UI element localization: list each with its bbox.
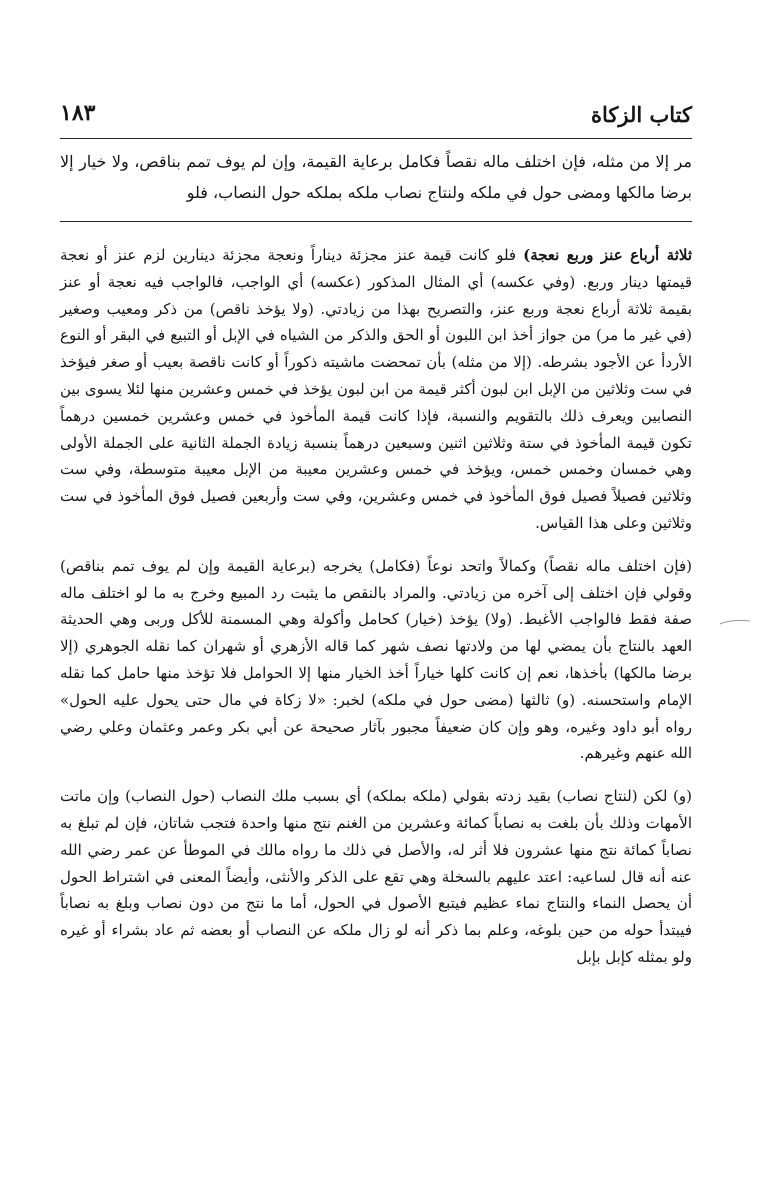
- commentary-text: (فإن اختلف ماله نقصاً) وكمالاً واتحد نوعاً (فكامل) يخرجه (برعاية القيمة وإن لم يوف تمم بناقص) وقولي فإن اختلف إلى آخره من زيادتي. والمراد بالنقص ما يثبت رد المبيع وخرج به ما لو اختلف ماله صفة فقط فالواجب الأغبط. (ولا) يؤخذ (خيار) كحامل وأكولة وهي المسمنة للأكل وربى وهي الحديثة العهد بالنتاج بأن يمضي لها من ولادتها نصف شهر كما قاله الأزهري أو شهران كما نقله الجوهري (إلا برضا مالكها) بأخذها، نعم إن كانت كلها خياراً أخذ الخيار منها إلا الحوامل فلا تؤخذ منها حامل كما نقله الإمام واستحسنه. (و) ثالثها (مضى حول في ملكه) لخبر: «لا زكاة في مال حتى يحول عليه الحول» رواه أبو داود وغيره، وهو وإن كان ضعيفاً مجبور بآثار صحيحة عن أبي بكر وعمر وعثمان وعلي رضي الله عنهم وغيرهم.: [60, 556, 692, 763]
- page-number: ١٨٣: [60, 100, 96, 126]
- running-header: [60, 98, 692, 139]
- commentary-paragraph: [60, 242, 692, 537]
- commentary-paragraph: [60, 553, 692, 767]
- commentary: [60, 242, 692, 987]
- text-divider: [60, 221, 692, 222]
- commentary-lemma: ثلاثة أرباع عنز وربع نعجة): [523, 246, 692, 264]
- chapter-title: كتاب الزكاة: [590, 102, 692, 127]
- main-text-paragraph: مر إلا من مثله، فإن اختلف ماله نقصاً فكامل برعاية القيمة، وإن لم يوف تمم بناقص، ولا خيار إلا برضا مالكها ومضى حول في ملكه ولنتاج نصاب ملكه بملكه حول النصاب، فلو: [60, 152, 693, 202]
- commentary-text: (و) لكن (لنتاج نصاب) بقيد زدته بقولي (ملكه بملكه) أي بسبب ملك النصاب (حول النصاب) وإن ماتت الأمهات وذلك بأن بلغت به نصاباً كمائة وعشرين من الغنم نتج منها واحدة فتجب شاتان، فإن لم تبلغ به نصاباً كمائة نتج منها عشرون فلا أثر له، والأصل في ذلك ما رواه مالك في الموطأ عن عمر رضي الله عنه أنه قال لساعيه: اعتد عليهم بالسخلة وهي تقع على الذكر والأنثى، وأيضاً المعنى في اشتراط الحول أن يحصل النماء والنتاج نماء عظيم فيتبع الأصول في الحول، أما ما نتج من دون نصاب وبلغ به نصاباً فيبتدأ حوله من حين بلوغه، وعلم بما ذكر أنه لو زال ملكه عن النصاب أو بعضه ثم عاد بشراء أو غيره ولو بمثله كإبل بإبل: [60, 787, 692, 966]
- commentary-text: فلو كانت قيمة عنز مجزئة ديناراً ونعجة مجزئة دينارين لزم عنز أو نعجة قيمتها دينار وربع. (وفي عكسه) أي المثال المذكور (عكسه) أي الواجب، فالواجب فيه نعجة أو عنز بقيمة ثلاثة أرباع نعجة وربع عنز، والتصريح بهذا من زيادتي. (ولا يؤخذ ناقص) من ذكر ومعيب وصغير (في غير ما مر) من جواز أخذ ابن اللبون أو الحق والذكر من الشياه في الإبل أو التبيع في البقر أو النوع الأردأ عن الأجود بشرطه. (إلا من مثله) بأن تمحضت ماشيته ذكوراً أو كانت ناقصة بعيب أو صغر فيؤخذ في ست وثلاثين من الإبل ابن لبون أكثر قيمة من ابن لبون يؤخذ في خمس وعشرين منها لئلا يسوى بين النصابين ويعرف ذلك بالتقويم والنسبة، فإذا كانت قيمة المأخوذ في خمس وعشرين خمسين درهماً تكون قيمة المأخوذ في ستة وثلاثين اثنين وسبعين درهماً بنسبة زيادة الجملة الثانية على الجملة الأولى وهي خمسان وخمس خمس، ويؤخذ في خمس وعشرين معيبة من الإبل معيبة متوسطة، وفي ست وثلاثين فصيلاً فصيل فوق المأخوذ في خمس وعشرين، وفي ست وأربعين فصيل فوق المأخوذ في ست وثلاثين وعلى هذا القياس.: [60, 246, 692, 532]
- main-text: [60, 146, 692, 208]
- commentary-paragraph: [60, 783, 692, 971]
- margin-pencil-mark: [718, 618, 752, 626]
